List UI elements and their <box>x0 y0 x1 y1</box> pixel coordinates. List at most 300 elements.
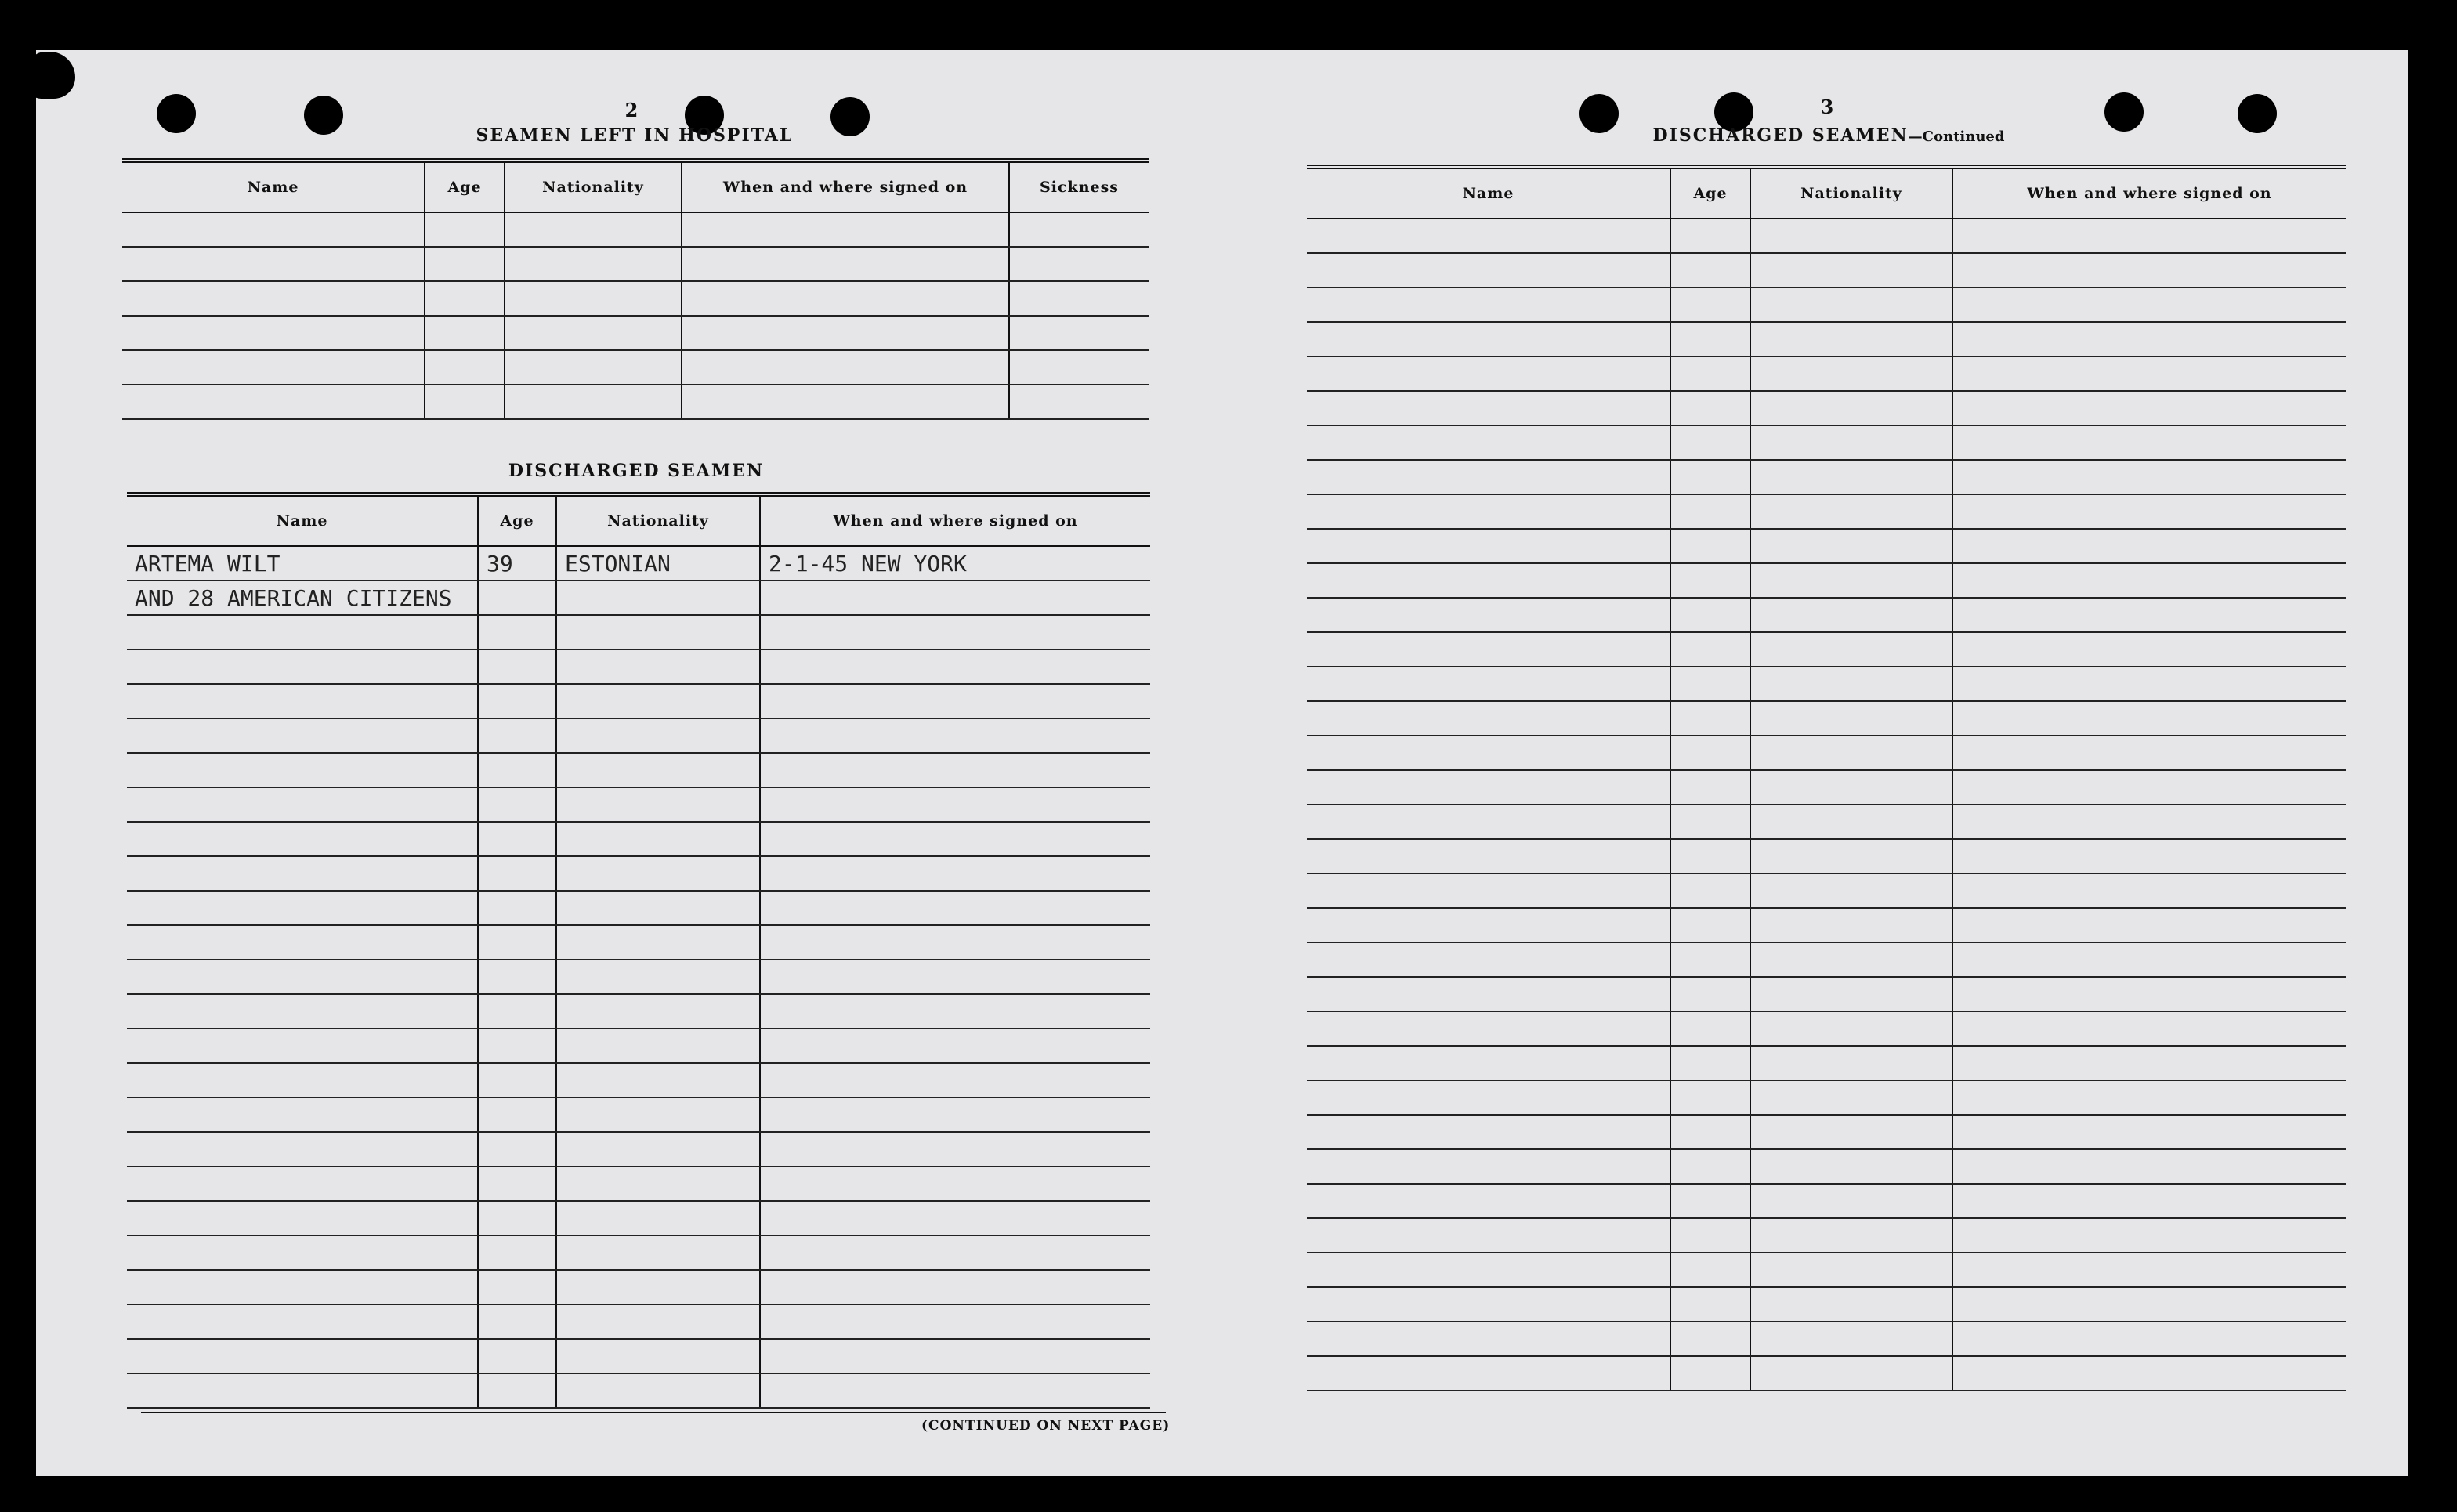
table-cell <box>1670 494 1750 529</box>
table-cell <box>127 1235 478 1270</box>
table-cell <box>1750 1011 1952 1046</box>
table-cell <box>1750 322 1952 356</box>
closing-rule <box>141 1412 1166 1413</box>
table-cell <box>556 925 760 960</box>
table-cell <box>1750 1218 1952 1253</box>
table-cell <box>1952 770 2346 805</box>
table-row <box>1307 1115 2346 1149</box>
table-cell <box>122 350 425 385</box>
table-row <box>127 1201 1150 1235</box>
table-cell <box>1670 219 1750 253</box>
table-cell <box>1952 908 2346 942</box>
table-cell: AND 28 AMERICAN CITIZENS <box>127 581 478 615</box>
table-cell <box>122 212 425 247</box>
table-cell <box>1670 563 1750 598</box>
table-cell <box>760 925 1150 960</box>
table-cell <box>1307 1080 1670 1115</box>
table-cell <box>556 891 760 925</box>
table-cell <box>1670 942 1750 977</box>
column-header-when-and-where-signed-on: When and where signed on <box>682 161 1009 212</box>
table-cell <box>760 787 1150 822</box>
table-row <box>1307 563 2346 598</box>
table-row <box>1307 356 2346 391</box>
table-row <box>122 212 1149 247</box>
table-cell <box>1307 219 1670 253</box>
table-cell <box>760 1373 1150 1408</box>
table-cell <box>1750 1046 1952 1080</box>
table-cell <box>127 1167 478 1201</box>
table-row <box>127 1063 1150 1098</box>
table-cell <box>1670 908 1750 942</box>
table-cell <box>1750 1184 1952 1218</box>
table-cell <box>1952 425 2346 460</box>
table-cell <box>1952 805 2346 839</box>
table-cell <box>1952 1046 2346 1080</box>
table-cell <box>556 1373 760 1408</box>
table-row <box>1307 736 2346 770</box>
table-cell <box>1670 288 1750 322</box>
table-cell <box>1670 460 1750 494</box>
table-cell <box>760 753 1150 787</box>
table-cell <box>682 385 1009 419</box>
table-row <box>122 385 1149 419</box>
table-cell <box>1952 1356 2346 1391</box>
table-cell <box>1952 977 2346 1011</box>
table-cell <box>1750 805 1952 839</box>
table-cell <box>127 1270 478 1304</box>
table-cell <box>425 247 505 281</box>
table-cell <box>1952 667 2346 701</box>
column-header-sickness: Sickness <box>1009 161 1149 212</box>
table-cell <box>127 753 478 787</box>
table-cell <box>1952 1287 2346 1322</box>
table-cell <box>1750 839 1952 874</box>
table-cell: ARTEMA WILT <box>127 546 478 581</box>
table-cell <box>760 1063 1150 1098</box>
table-cell <box>478 1063 556 1098</box>
table-cell <box>127 615 478 649</box>
table-cell <box>760 1201 1150 1235</box>
table-cell <box>1952 494 2346 529</box>
column-header-age: Age <box>1670 167 1750 219</box>
table-cell <box>478 581 556 615</box>
table-row <box>1307 391 2346 425</box>
table-cell <box>556 787 760 822</box>
table-cell <box>1670 425 1750 460</box>
table-cell <box>556 1063 760 1098</box>
table-cell <box>556 718 760 753</box>
table-cell <box>556 581 760 615</box>
table-cell <box>122 316 425 350</box>
table-cell <box>1307 391 1670 425</box>
table-cell <box>1750 494 1952 529</box>
table-cell <box>478 891 556 925</box>
table-cell <box>127 1132 478 1167</box>
table-cell <box>127 1029 478 1063</box>
table-row <box>1307 908 2346 942</box>
table-cell <box>556 1235 760 1270</box>
column-header-age: Age <box>478 494 556 546</box>
table-row <box>127 925 1150 960</box>
table-cell <box>1670 1322 1750 1356</box>
table-cell <box>1307 288 1670 322</box>
table-cell <box>505 350 682 385</box>
table-cell <box>1952 1115 2346 1149</box>
table-cell <box>1009 212 1149 247</box>
table-cell <box>760 1132 1150 1167</box>
table-cell <box>1307 322 1670 356</box>
table-cell <box>1750 736 1952 770</box>
table-cell <box>478 787 556 822</box>
table-cell <box>760 1304 1150 1339</box>
table-cell <box>1750 1080 1952 1115</box>
table-cell <box>1307 736 1670 770</box>
table-cell <box>1750 391 1952 425</box>
table-row <box>127 856 1150 891</box>
table-row <box>1307 1218 2346 1253</box>
table-cell <box>478 856 556 891</box>
table-row <box>1307 529 2346 563</box>
table-cell <box>1670 1253 1750 1287</box>
table-cell <box>127 1373 478 1408</box>
table-cell <box>122 247 425 281</box>
continued-title-main: DISCHARGED SEAMEN <box>1652 125 1909 146</box>
table-cell <box>1952 736 2346 770</box>
table-cell <box>1670 322 1750 356</box>
table-cell <box>1670 1356 1750 1391</box>
table-cell <box>1307 977 1670 1011</box>
continued-title-suffix: —Continued <box>1908 128 2005 145</box>
table-row <box>127 1373 1150 1408</box>
table-row <box>1307 494 2346 529</box>
page-number-left: 2 <box>624 99 639 121</box>
table-cell <box>556 1098 760 1132</box>
table-cell <box>425 385 505 419</box>
table-cell <box>1952 529 2346 563</box>
table-cell <box>682 350 1009 385</box>
table-cell <box>556 856 760 891</box>
column-header-when-and-where-signed-on: When and where signed on <box>1952 167 2346 219</box>
table-row <box>127 1132 1150 1167</box>
table-cell <box>1750 667 1952 701</box>
table-cell <box>1670 1149 1750 1184</box>
table-row <box>122 350 1149 385</box>
table-cell <box>478 925 556 960</box>
table-cell <box>1307 529 1670 563</box>
table-cell <box>1307 1356 1670 1391</box>
table-cell <box>1750 219 1952 253</box>
table-cell <box>127 787 478 822</box>
table-cell <box>682 281 1009 316</box>
table-cell <box>478 1201 556 1235</box>
table-row <box>1307 1322 2346 1356</box>
table-cell <box>556 1167 760 1201</box>
table-cell <box>760 856 1150 891</box>
table-cell <box>1952 563 2346 598</box>
table-cell <box>760 1235 1150 1270</box>
table-cell <box>1952 288 2346 322</box>
table-cell <box>478 718 556 753</box>
table-cell <box>760 960 1150 994</box>
table-cell <box>127 1304 478 1339</box>
table-cell <box>478 1373 556 1408</box>
punch-hole <box>1580 94 1619 133</box>
table-cell <box>127 1201 478 1235</box>
table-cell <box>127 1063 478 1098</box>
table-cell <box>478 1304 556 1339</box>
table-row <box>1307 770 2346 805</box>
table-cell <box>1670 529 1750 563</box>
table-cell <box>122 385 425 419</box>
table-cell <box>1952 1322 2346 1356</box>
table-cell <box>478 1132 556 1167</box>
table-cell <box>127 925 478 960</box>
table-cell <box>1952 1218 2346 1253</box>
table-cell <box>1750 563 1952 598</box>
table-cell <box>425 281 505 316</box>
table-cell <box>1307 1218 1670 1253</box>
table-cell <box>1307 460 1670 494</box>
table-cell <box>478 994 556 1029</box>
table-cell <box>127 1339 478 1373</box>
table-cell <box>425 350 505 385</box>
table-cell <box>760 891 1150 925</box>
table-cell <box>1307 770 1670 805</box>
table-row <box>1307 425 2346 460</box>
table-cell <box>1307 1011 1670 1046</box>
table-cell <box>1670 839 1750 874</box>
table-row <box>1307 942 2346 977</box>
table-row <box>127 787 1150 822</box>
table-cell: 39 <box>478 546 556 581</box>
table-row <box>122 316 1149 350</box>
table-cell <box>556 1270 760 1304</box>
table-cell <box>425 316 505 350</box>
table-cell <box>1952 1011 2346 1046</box>
table-cell <box>1307 598 1670 632</box>
table-cell <box>1952 322 2346 356</box>
table-cell <box>478 684 556 718</box>
table-cell <box>760 1098 1150 1132</box>
table-cell <box>1952 942 2346 977</box>
table-cell <box>1307 667 1670 701</box>
table-cell <box>556 1201 760 1235</box>
table-cell <box>760 822 1150 856</box>
table-cell <box>1307 1149 1670 1184</box>
table-cell <box>1670 770 1750 805</box>
table-cell <box>1307 839 1670 874</box>
table-cell <box>1750 288 1952 322</box>
table-row <box>1307 874 2346 908</box>
table-cell <box>127 649 478 684</box>
table-cell <box>1307 356 1670 391</box>
table-cell <box>556 1132 760 1167</box>
table-row <box>127 994 1150 1029</box>
table-cell <box>478 1339 556 1373</box>
table-cell <box>478 1270 556 1304</box>
table-cell <box>556 1339 760 1373</box>
hospital-table <box>122 158 1149 420</box>
table-row <box>127 1304 1150 1339</box>
table-row <box>127 960 1150 994</box>
table-row <box>1307 805 2346 839</box>
table-row <box>127 1167 1150 1201</box>
table-cell <box>1952 1080 2346 1115</box>
table-row <box>1307 1149 2346 1184</box>
table-cell <box>760 1167 1150 1201</box>
table-row <box>1307 1184 2346 1218</box>
table-cell <box>1750 1322 1952 1356</box>
table-cell <box>1952 219 2346 253</box>
punch-hole <box>304 96 343 135</box>
table-cell <box>760 684 1150 718</box>
table-cell <box>1307 874 1670 908</box>
table-cell <box>1670 391 1750 425</box>
table-cell <box>1952 1149 2346 1184</box>
table-cell <box>1952 839 2346 874</box>
table-cell <box>1952 874 2346 908</box>
table-row <box>1307 1011 2346 1046</box>
table-cell <box>1952 701 2346 736</box>
table-cell <box>1307 1115 1670 1149</box>
table-cell <box>556 753 760 787</box>
column-header-nationality: Nationality <box>505 161 682 212</box>
table-cell <box>1670 667 1750 701</box>
column-header-when-and-where-signed-on: When and where signed on <box>760 494 1150 546</box>
table-cell <box>1009 385 1149 419</box>
table-cell <box>478 753 556 787</box>
table-row <box>122 247 1149 281</box>
table-row <box>127 1270 1150 1304</box>
table-cell <box>1670 1115 1750 1149</box>
table-row <box>1307 598 2346 632</box>
table-cell <box>1750 1253 1952 1287</box>
table-cell <box>1670 1046 1750 1080</box>
column-header-name: Name <box>122 161 425 212</box>
table-cell <box>1670 977 1750 1011</box>
table-row <box>1307 839 2346 874</box>
table-cell <box>1307 563 1670 598</box>
table-cell <box>1307 805 1670 839</box>
table-row <box>127 822 1150 856</box>
table-cell <box>556 994 760 1029</box>
table-cell <box>1952 356 2346 391</box>
table-cell <box>127 994 478 1029</box>
table-cell <box>760 1029 1150 1063</box>
hospital-title: SEAMEN LEFT IN HOSPITAL <box>476 125 794 146</box>
table-row <box>1307 701 2346 736</box>
table-row <box>127 891 1150 925</box>
table-cell <box>478 615 556 649</box>
table-row <box>127 649 1150 684</box>
table-cell <box>1750 460 1952 494</box>
discharged-title: DISCHARGED SEAMEN <box>508 461 765 481</box>
table-row <box>127 1098 1150 1132</box>
table-row <box>1307 632 2346 667</box>
table-cell <box>760 994 1150 1029</box>
table-cell <box>1750 942 1952 977</box>
table-cell <box>1750 908 1952 942</box>
table-cell <box>478 822 556 856</box>
table-cell <box>1952 253 2346 288</box>
table-cell <box>478 1235 556 1270</box>
table-cell <box>1750 977 1952 1011</box>
table-cell <box>1307 632 1670 667</box>
table-cell <box>1750 1287 1952 1322</box>
table-cell <box>760 1270 1150 1304</box>
continued-note: (CONTINUED ON NEXT PAGE) <box>921 1418 1171 1434</box>
table-cell <box>682 212 1009 247</box>
table-cell <box>1670 874 1750 908</box>
table-cell <box>505 316 682 350</box>
table-cell <box>1670 805 1750 839</box>
table-cell <box>1670 1218 1750 1253</box>
table-cell <box>425 212 505 247</box>
table-cell <box>1307 908 1670 942</box>
table-cell <box>556 822 760 856</box>
table-cell <box>556 1029 760 1063</box>
table-cell <box>1952 460 2346 494</box>
table-cell <box>1952 1184 2346 1218</box>
table-cell <box>1670 356 1750 391</box>
table-cell <box>1952 632 2346 667</box>
table-cell <box>1670 736 1750 770</box>
table-cell <box>760 615 1150 649</box>
table-cell <box>1307 253 1670 288</box>
table-cell <box>1670 1184 1750 1218</box>
table-row <box>1307 977 2346 1011</box>
table-cell <box>127 822 478 856</box>
table-cell <box>1307 1322 1670 1356</box>
table-cell: ESTONIAN <box>556 546 760 581</box>
table-cell <box>760 1339 1150 1373</box>
table-cell <box>1670 598 1750 632</box>
table-cell <box>1952 598 2346 632</box>
table-row <box>1307 1080 2346 1115</box>
table-row <box>127 1235 1150 1270</box>
table-row <box>127 581 1150 615</box>
table-cell <box>1670 1287 1750 1322</box>
table-cell <box>505 385 682 419</box>
table-cell <box>127 684 478 718</box>
table-cell <box>1750 874 1952 908</box>
table-cell <box>1750 1356 1952 1391</box>
table-cell <box>682 247 1009 281</box>
table-cell <box>556 649 760 684</box>
table-cell <box>1307 1184 1670 1218</box>
table-row <box>1307 1356 2346 1391</box>
punch-hole <box>157 94 196 133</box>
table-cell <box>556 684 760 718</box>
table-cell <box>505 212 682 247</box>
table-cell <box>760 649 1150 684</box>
table-cell <box>127 891 478 925</box>
table-cell <box>1750 632 1952 667</box>
table-cell <box>1952 1253 2346 1287</box>
table-row <box>1307 219 2346 253</box>
table-cell <box>1009 350 1149 385</box>
table-row <box>122 281 1149 316</box>
table-cell <box>1750 770 1952 805</box>
table-cell <box>1750 598 1952 632</box>
table-cell <box>1750 1149 1952 1184</box>
table-cell <box>1009 247 1149 281</box>
table-cell <box>478 649 556 684</box>
table-row <box>1307 288 2346 322</box>
table-cell <box>1307 494 1670 529</box>
table-cell <box>127 1098 478 1132</box>
table-row <box>1307 667 2346 701</box>
